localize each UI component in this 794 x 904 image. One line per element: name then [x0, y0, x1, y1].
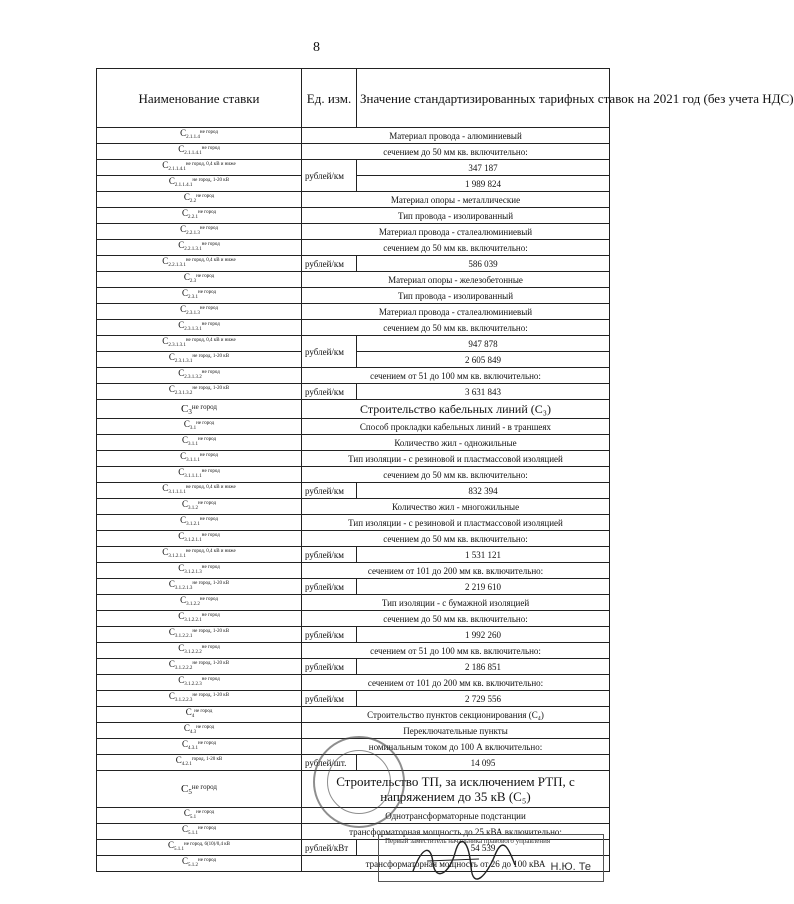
- rate-value: 54 539: [357, 840, 610, 856]
- rate-code-index: 3.1.2.1.3: [184, 570, 202, 575]
- rate-code-base: C: [180, 595, 187, 605]
- rate-code-qualifier: не город: [198, 858, 216, 863]
- rate-code-qualifier: не город: [201, 565, 220, 570]
- rate-code-qualifier: не город: [201, 677, 220, 682]
- rate-code-base: C: [178, 563, 185, 573]
- rate-description: Однотрансформаторные подстанции: [302, 808, 610, 824]
- rate-description: сечением до 50 мм кв. включительно:: [302, 144, 610, 160]
- table-row: [97, 611, 610, 627]
- unit-cell: рублей/км: [302, 627, 357, 643]
- rate-value: 832 394: [357, 483, 610, 499]
- rate-code-qualifier: не город, 0,4 кВ и ниже: [185, 485, 236, 490]
- rate-code-index: 3.1: [189, 426, 197, 431]
- rate-code-index: 3.1.2.2.3: [184, 682, 202, 687]
- table-row: [97, 627, 610, 643]
- rate-code: [97, 144, 302, 160]
- rate-code-base: C: [185, 707, 192, 717]
- rate-code-qualifier: не город: [201, 533, 220, 538]
- rate-description: Строительство пунктов секционирования (C₄): [302, 707, 610, 723]
- table-row: [97, 192, 610, 208]
- rate-code: [97, 435, 302, 451]
- rate-code: [97, 384, 302, 400]
- rate-code: [97, 675, 302, 691]
- rate-code-qualifier: не город: [199, 226, 218, 231]
- rate-code: [97, 288, 302, 304]
- rate-code-index: 2.1.1.4: [186, 135, 200, 140]
- rate-code: [97, 531, 302, 547]
- rate-code-index: 3.1.1.1.1: [184, 474, 202, 479]
- rate-code-qualifier: не город, 0,4 кВ и ниже: [185, 258, 236, 263]
- rate-code-index: 2.2.1: [188, 215, 199, 220]
- rate-code-base: C: [168, 840, 175, 850]
- table-row: [97, 515, 610, 531]
- rate-code-index: 4.3.1: [188, 746, 199, 751]
- rate-code-qualifier: не город: [198, 501, 216, 506]
- rate-description: Материал провода - сталеалюминиевый: [302, 224, 610, 240]
- rate-description: Материал опоры - металлические: [302, 192, 610, 208]
- rate-code-index: 5: [188, 787, 192, 796]
- rate-code-base: C: [182, 739, 189, 749]
- rate-description: Тип изоляции - с резиновой и пластмассовой изоляцией: [302, 451, 610, 467]
- rate-code: [97, 547, 302, 563]
- rate-code: [97, 659, 302, 675]
- rate-code-qualifier: не город: [198, 210, 216, 215]
- rate-description: Тип изоляции - с бумажной изоляцией: [302, 595, 610, 611]
- rate-code-base: C: [178, 675, 185, 685]
- table-row: [97, 256, 610, 272]
- rate-code: [97, 336, 302, 352]
- rate-code: [97, 256, 302, 272]
- rate-code-base: C: [168, 384, 175, 394]
- rate-code-qualifier: не город: [196, 810, 215, 815]
- rate-code: [97, 808, 302, 824]
- table-row: [97, 771, 610, 808]
- table-row: [97, 755, 610, 771]
- table-row: [97, 659, 610, 675]
- rate-code-index: 2.2.1.3: [186, 231, 200, 236]
- rate-code-base: C: [182, 435, 189, 445]
- rate-code-qualifier: не город: [201, 469, 220, 474]
- rate-value: 1 989 824: [357, 176, 610, 192]
- rate-code-qualifier: не город, 1-20 кВ: [192, 178, 230, 183]
- rate-value: 2 186 851: [357, 659, 610, 675]
- unit-cell: рублей/км: [302, 691, 357, 707]
- unit-cell: рублей/км: [302, 384, 357, 400]
- table-row: [97, 336, 610, 352]
- rates-table: [96, 68, 794, 872]
- rate-value: 3 631 843: [357, 384, 610, 400]
- table-row: [97, 547, 610, 563]
- rate-description: сечением до 50 мм кв. включительно:: [302, 531, 610, 547]
- rate-code-index: 2.3.1.3.2: [174, 391, 193, 396]
- rate-code-qualifier: не город, 1-20 кВ: [192, 386, 230, 391]
- rate-code-index: 3.1.1.1: [186, 458, 200, 463]
- rate-value: 2 605 849: [357, 352, 610, 368]
- rate-code-base: C: [183, 272, 190, 282]
- rate-value: 2 729 556: [357, 691, 610, 707]
- rate-code-base: C: [168, 691, 175, 701]
- rate-code-base: C: [168, 579, 175, 589]
- rate-code-index: 3.1.2.2.1: [184, 618, 202, 623]
- rate-description: Материал опоры - железобетонные: [302, 272, 610, 288]
- rate-code-index: 3.1.1: [188, 442, 199, 447]
- rate-code-base: C: [182, 824, 189, 834]
- table-row: [97, 240, 610, 256]
- rate-code-base: C: [162, 483, 169, 493]
- rate-code: [97, 483, 302, 499]
- rate-code-qualifier: не город: [196, 725, 215, 730]
- rate-code-base: C: [178, 368, 185, 378]
- signature-label: Первый заместитель начальника правового управления: [385, 837, 551, 845]
- rate-code-index: 2.1.1.4.1: [168, 167, 186, 172]
- rate-description: номинальным током до 100 А включительно:: [302, 739, 610, 755]
- rate-code: [97, 771, 302, 808]
- rate-description: Тип провода - изолированный: [302, 208, 610, 224]
- rate-code-qualifier: не город, 0,4 кВ и ниже: [185, 338, 236, 343]
- rate-code-base: C: [182, 856, 189, 866]
- header-unit: Ед. изм.: [302, 69, 357, 128]
- rate-code-qualifier: не город: [199, 453, 218, 458]
- rate-code: [97, 611, 302, 627]
- rate-code: [97, 499, 302, 515]
- rate-code-index: 3.1.2.2.3: [174, 698, 193, 703]
- rate-code: [97, 451, 302, 467]
- signature-name: Н.Ю. Те: [550, 861, 591, 873]
- rate-code-index: 5.1.2: [188, 863, 199, 868]
- table-row: [97, 707, 610, 723]
- rate-code-base: C: [183, 419, 190, 429]
- rate-code-qualifier: не город: [198, 741, 216, 746]
- rate-description: Количество жил - многожильные: [302, 499, 610, 515]
- rate-description: трансформаторная мощность до 25 кВА включительно:: [302, 824, 610, 840]
- rate-code: [97, 240, 302, 256]
- table-row: [97, 483, 610, 499]
- header-rate-name: Наименование ставки: [97, 69, 302, 128]
- rate-description: Строительство кабельных линий (C₃): [302, 400, 610, 419]
- rate-description: сечением до 50 мм кв. включительно:: [302, 240, 610, 256]
- rate-code-index: 4: [191, 714, 195, 719]
- rate-code-qualifier: не город: [198, 826, 216, 831]
- rate-description: Тип провода - изолированный: [302, 288, 610, 304]
- rate-code-base: C: [168, 352, 175, 362]
- table-row: [97, 208, 610, 224]
- rate-description: Материал провода - сталеалюминиевый: [302, 304, 610, 320]
- rate-code-base: C: [180, 451, 187, 461]
- rate-code-index: 2.3.1.3.1: [174, 359, 193, 364]
- table-row: [97, 643, 610, 659]
- rate-code-qualifier: не город: [191, 782, 217, 791]
- rate-code-qualifier: не город: [198, 290, 216, 295]
- rate-code-qualifier: не город: [199, 517, 218, 522]
- rate-code: [97, 176, 302, 192]
- rate-description: Материал провода - алюминиевый: [302, 128, 610, 144]
- rate-code-base: C: [180, 224, 187, 234]
- rate-code-index: 2.3.1.3.2: [184, 375, 202, 380]
- table-row: [97, 419, 610, 435]
- rate-code-index: 3.1.2: [188, 506, 199, 511]
- rate-code: [97, 304, 302, 320]
- rate-code: [97, 368, 302, 384]
- table-row: [97, 691, 610, 707]
- rate-code-index: 2.1.1.4.1: [174, 183, 193, 188]
- rate-code-index: 4.3: [189, 730, 197, 735]
- rate-code-qualifier: не город: [201, 370, 220, 375]
- rate-code-base: C: [168, 176, 175, 186]
- page-number: 8: [313, 40, 320, 55]
- rate-code: [97, 515, 302, 531]
- rate-code-base: C: [162, 256, 169, 266]
- rate-code-qualifier: не город, 1-20 кВ: [192, 693, 230, 698]
- rate-description: сечением от 101 до 200 мм кв. включительно:: [302, 675, 610, 691]
- rate-description: сечением до 50 мм кв. включительно:: [302, 467, 610, 483]
- rate-code-qualifier: не город: [201, 146, 220, 151]
- rate-code-qualifier: не город: [201, 242, 220, 247]
- rate-code-qualifier: не город: [196, 274, 215, 279]
- rate-code: [97, 824, 302, 840]
- unit-cell: рублей/км: [302, 483, 357, 499]
- rate-code-index: 2.3.1.3: [186, 311, 200, 316]
- table-row: [97, 595, 610, 611]
- rate-code-base: C: [182, 499, 189, 509]
- table-row: [97, 808, 610, 824]
- rate-code-qualifier: не город, 1-20 кВ: [192, 629, 230, 634]
- unit-cell: рублей/км: [302, 579, 357, 595]
- table-row: [97, 739, 610, 755]
- rate-code-index: 3.1.1.1.1: [168, 490, 186, 495]
- rate-code-base: C: [180, 782, 189, 795]
- rate-code-index: 2.3.1.3.1: [184, 327, 202, 332]
- signature-box: [378, 834, 604, 882]
- rate-code-index: 2.3.1: [188, 295, 199, 300]
- rate-description: трансформаторная мощность от 26 до 100 кВА: [302, 856, 610, 872]
- table-row: [97, 400, 610, 419]
- table-row: [97, 723, 610, 739]
- rate-code-qualifier: не город: [196, 194, 215, 199]
- rate-code-index: 5.1.1: [174, 847, 185, 852]
- header-value: Значение стандартизированных тарифных ставок на 2021 год (без учета НДС): [357, 69, 610, 128]
- rate-code-qualifier: не город: [201, 613, 220, 618]
- rate-code-index: 3: [188, 407, 192, 416]
- rate-code-index: 3.1.2.1.1: [168, 554, 186, 559]
- rate-code: [97, 192, 302, 208]
- unit-cell: рублей/кВт: [302, 840, 357, 856]
- rate-code: [97, 563, 302, 579]
- rate-code: [97, 691, 302, 707]
- rate-code-base: C: [168, 659, 175, 669]
- rate-code-base: C: [183, 192, 190, 202]
- rate-code-qualifier: не город: [201, 645, 220, 650]
- rate-code-base: C: [180, 515, 187, 525]
- rate-description: сечением от 51 до 100 мм кв. включительно:: [302, 643, 610, 659]
- table-row: [97, 320, 610, 336]
- table-row: [97, 579, 610, 595]
- rate-value: 347 187: [357, 160, 610, 176]
- rate-description: Тип изоляции - с резиновой и пластмассовой изоляцией: [302, 515, 610, 531]
- unit-cell: рублей/км: [302, 336, 357, 368]
- rate-code-qualifier: город, 1-20 кВ: [191, 757, 223, 762]
- rate-value: 14 095: [357, 755, 610, 771]
- handwritten-signature-icon: [409, 841, 519, 879]
- rate-code: [97, 352, 302, 368]
- rate-code: [97, 723, 302, 739]
- rate-code-qualifier: не город, 1-20 кВ: [192, 354, 230, 359]
- table-row: [97, 160, 610, 176]
- table-row: [97, 368, 610, 384]
- rate-code-index: 5.1.1: [188, 831, 199, 836]
- rate-code-base: C: [178, 643, 185, 653]
- rate-value: 1 992 260: [357, 627, 610, 643]
- rate-description: Переключательные пункты: [302, 723, 610, 739]
- rate-code-base: C: [183, 723, 190, 733]
- rate-code: [97, 400, 302, 419]
- rate-code-index: 3.1.2.2: [186, 602, 200, 607]
- table-row: [97, 384, 610, 400]
- rate-code-base: C: [178, 240, 185, 250]
- rate-code-base: C: [183, 808, 190, 818]
- unit-cell: рублей/км: [302, 659, 357, 675]
- rate-code-qualifier: не город, 1-20 кВ: [192, 661, 230, 666]
- rate-code-index: 2.3.1.3.1: [168, 343, 186, 348]
- rate-code-qualifier: не город, 1-20 кВ: [192, 581, 230, 586]
- rate-code-qualifier: не город: [201, 322, 220, 327]
- table-row: [97, 675, 610, 691]
- rate-code: [97, 643, 302, 659]
- rate-code-index: 2.3: [189, 279, 197, 284]
- table-row: [97, 451, 610, 467]
- rate-code-qualifier: не город: [199, 306, 218, 311]
- rate-code-base: C: [162, 336, 169, 346]
- rate-code: [97, 208, 302, 224]
- rate-code-base: C: [168, 627, 175, 637]
- rate-code-index: 3.1.2.2.1: [174, 634, 193, 639]
- rate-code-index: 3.1.2.2.2: [174, 666, 193, 671]
- rates-table-body: [97, 128, 610, 872]
- rate-code: [97, 579, 302, 595]
- rate-description: Строительство ТП, за исключением РТП, с напряжением до 35 кВ (C₅): [302, 771, 610, 808]
- unit-cell: рублей/км: [302, 547, 357, 563]
- rate-code-base: C: [180, 304, 187, 314]
- rate-code: [97, 419, 302, 435]
- rate-code-index: 3.1.2.2.2: [184, 650, 202, 655]
- rate-code: [97, 160, 302, 176]
- table-row: [97, 128, 610, 144]
- unit-cell: рублей/км: [302, 160, 357, 192]
- unit-cell: рублей/шт.: [302, 755, 357, 771]
- rate-code-base: C: [162, 160, 169, 170]
- rate-code-qualifier: не город, 0,4 кВ и ниже: [185, 549, 236, 554]
- rate-code: [97, 755, 302, 771]
- rate-description: сечением до 50 мм кв. включительно:: [302, 320, 610, 336]
- rate-code: [97, 627, 302, 643]
- rate-code-base: C: [182, 288, 189, 298]
- table-row: [97, 224, 610, 240]
- table-row: [97, 531, 610, 547]
- rate-code-qualifier: не город: [191, 402, 217, 411]
- rate-code-index: 2.2.1.3.1: [168, 263, 186, 268]
- table-row: [97, 467, 610, 483]
- rate-code-base: C: [175, 755, 182, 765]
- rate-code-index: 5.1: [189, 815, 197, 820]
- rate-code-base: C: [180, 128, 187, 138]
- rate-description: Способ прокладки кабельных линий - в траншеях: [302, 419, 610, 435]
- rate-code-base: C: [178, 144, 185, 154]
- table-row: [97, 288, 610, 304]
- unit-cell: рублей/км: [302, 256, 357, 272]
- rate-code-index: 2.2: [189, 199, 197, 204]
- rate-value: 1 531 121: [357, 547, 610, 563]
- rate-value: 586 039: [357, 256, 610, 272]
- table-row: [97, 435, 610, 451]
- rate-code-index: 3.1.2.1.3: [174, 586, 193, 591]
- rate-code-index: 3.1.2.1.1: [184, 538, 202, 543]
- rate-code-index: 3.1.2.1: [186, 522, 200, 527]
- rate-code-qualifier: не город: [198, 437, 216, 442]
- rate-code: [97, 128, 302, 144]
- rate-code-base: C: [178, 320, 185, 330]
- rate-code-qualifier: не город, 6(10)/0,4 кВ: [184, 842, 230, 847]
- rate-code: [97, 856, 302, 872]
- rate-code-index: 4.2.1: [181, 762, 192, 767]
- rate-code-base: C: [178, 611, 185, 621]
- rate-description: сечением от 51 до 100 мм кв. включительно:: [302, 368, 610, 384]
- rate-description: сечением до 50 мм кв. включительно:: [302, 611, 610, 627]
- rate-code: [97, 467, 302, 483]
- rate-value: 2 219 610: [357, 579, 610, 595]
- table-row: [97, 144, 610, 160]
- rate-code-qualifier: не город, 0,4 кВ и ниже: [185, 162, 236, 167]
- table-row: [97, 499, 610, 515]
- rate-code: [97, 739, 302, 755]
- rate-code: [97, 320, 302, 336]
- rate-code-qualifier: не город: [194, 709, 213, 714]
- rate-code-base: C: [162, 547, 169, 557]
- rate-description: Количество жил - одножильные: [302, 435, 610, 451]
- table-row: [97, 272, 610, 288]
- rate-code: [97, 272, 302, 288]
- rate-code: [97, 595, 302, 611]
- rate-code-index: 2.1.1.4.1: [184, 151, 202, 156]
- rate-code-base: C: [178, 531, 185, 541]
- rate-code-index: 2.2.1.3.1: [184, 247, 202, 252]
- rate-description: сечением от 101 до 200 мм кв. включительно:: [302, 563, 610, 579]
- rate-value: 947 878: [357, 336, 610, 352]
- table-row: [97, 304, 610, 320]
- rate-code: [97, 224, 302, 240]
- rate-code-qualifier: не город: [196, 421, 215, 426]
- rate-code-qualifier: не город: [199, 130, 218, 135]
- rate-code: [97, 707, 302, 723]
- rate-code-base: C: [178, 467, 185, 477]
- rate-code-base: C: [182, 208, 189, 218]
- rate-code-base: C: [180, 402, 189, 415]
- rate-code: [97, 840, 302, 856]
- table-row: [97, 563, 610, 579]
- rate-code-qualifier: не город: [199, 597, 218, 602]
